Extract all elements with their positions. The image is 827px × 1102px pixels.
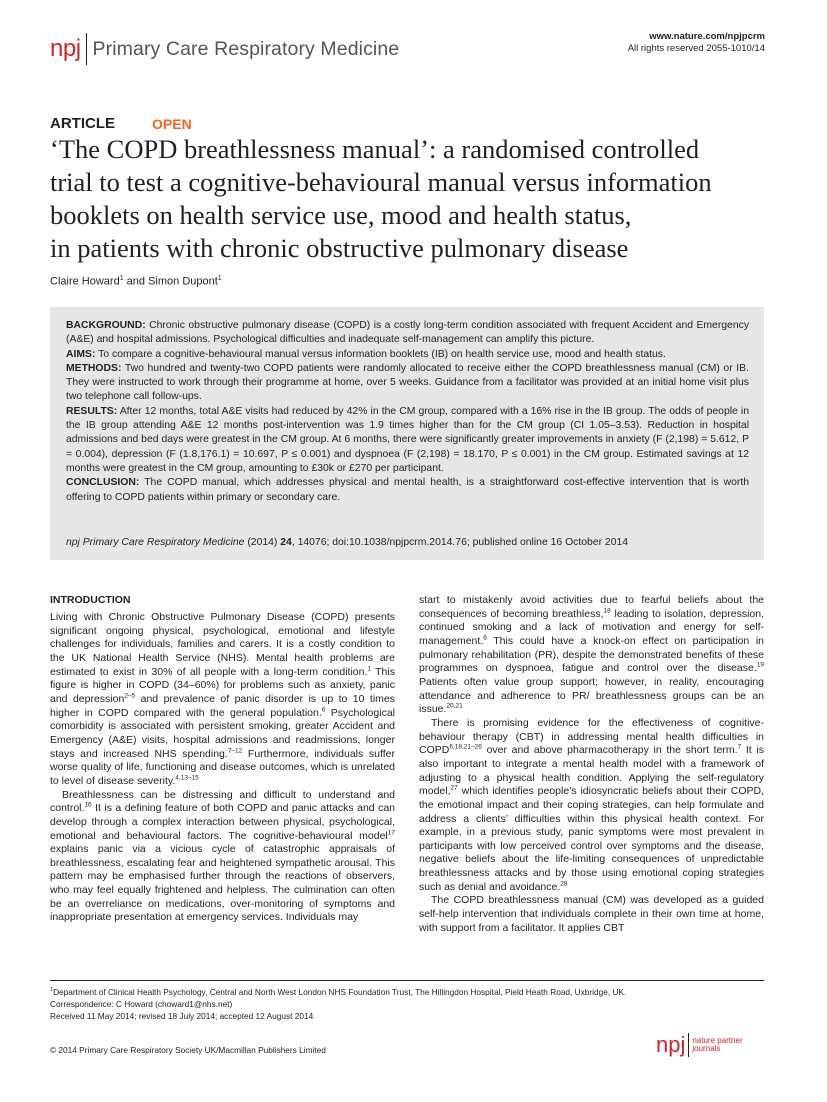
author-affiliation-mark: 1 [119, 275, 124, 282]
author-affiliation-mark: 1 [217, 275, 222, 282]
affiliation-note [50, 984, 764, 998]
author-name: Simon Dupont [148, 275, 218, 288]
footnotes [50, 984, 764, 1022]
logo-caption-line: journals [692, 1044, 721, 1053]
journal-name: Primary Care Respiratory Medicine [92, 37, 400, 60]
reference-mark[interactable]: 6 [483, 634, 487, 642]
author-list [50, 275, 222, 288]
abstract-label: METHODS: [66, 362, 122, 374]
article-type: ARTICLE [50, 115, 115, 132]
article-citation [66, 537, 628, 548]
reference-mark[interactable]: 1 [367, 665, 371, 673]
author-joiner: and [123, 275, 149, 288]
brand-divider [86, 33, 87, 65]
body-paragraph: start to mistakenly avoid activities due to fearful beliefs about the consequences of becoming breathless,$^{18}$ leading to isolation, depression, continued smoking and a lack of motivation and energy for self-management.$^6$ This could have a knock-on effect on participation in pulmonary rehabilitation (PR), despite the demonstrated benefits of these programmes on dyspnoea, fatigue and control over the disease.$^{19}$ Patients often value group support; however, in reality, encouraging attendance and adherence to PR/ breathlessness groups can be an issue.$^{20,21}$ [419, 594, 764, 716]
header-meta [628, 31, 765, 55]
reference-mark[interactable]: 2–5 [124, 692, 136, 700]
citation-doi[interactable]: , 14076; doi:10.1038/npjpcrm.2014.76; published online 16 October 2014 [291, 537, 629, 548]
footnote-rule [50, 980, 764, 981]
logo-divider [688, 1033, 689, 1057]
reference-mark[interactable]: 17 [387, 829, 395, 836]
reference-mark[interactable]: 19 [756, 661, 764, 669]
copyright-notice: © 2014 Primary Care Respiratory Society UK/Macmillan Publishers Limited [50, 1045, 326, 1055]
journal-url[interactable]: www.nature.com/npjpcrm [649, 31, 765, 42]
reference-mark[interactable]: 20,21 [446, 702, 463, 710]
abstract-body: After 12 months, total A&E visits had reduced by 42% in the CM group, compared with a 16% rise in the IB group. The odds of people in the IB group attending A&E 12 months post-intervention was 1.9 times higher than for the CM group (CI 1.05–3.53). Reduction in hospital admissions and bed days were greatest in the CM group. At 6 months, there were significantly greater improvements in anxiety (F (2,198) = 5.612, P = 0.004), depression (F (1.8,176.1) = 10.697, P ≤ 0.001) and dyspnoea (F (2,198) = 18.170, P ≤ 0.001) in the CM group. Estimated savings at 12 months were greatest in the CM group, amounting to £30k or £270 per participant. [66, 405, 749, 474]
abstract-methods [66, 362, 749, 405]
reference-mark[interactable]: 28 [560, 880, 568, 888]
journal-brand [50, 33, 399, 65]
body-column-left [50, 611, 395, 925]
npj-logo: npj [50, 35, 81, 62]
body-paragraph: There is promising evidence for the effectiveness of cognitive-behaviour therapy (CBT) in addressing mental health difficulties in COPD$^{6,18,21-26}$ over and above pharmacotherapy in the short term.$^7$ It is also important to integrate a mental health model with a framework of adjusting to a physical health condition. Applying the self-regulatory model,$^{27}$ which identifies people’s idiosyncratic beliefs about their COPD, the emotional impact and their coping strategies, can help formulate and address a clients’ difficulties within this physical health context. For example, in a previous study, panic symptoms were most prevalent in participants with low perceived control over symptoms and the disease, negative beliefs about the life-limiting consequences of unpredictable breathlessness attacks and by those using emotional coping strategies such as denial and avoidance.$^{28}$ [419, 716, 764, 893]
reference-mark[interactable]: 6 [321, 706, 326, 714]
open-access-badge: OPEN [152, 116, 192, 132]
correspondence-note: Correspondence: C Howard (choward1@nhs.net) [50, 998, 233, 1009]
title-line: trial to test a cognitive-behavioural manual versus information [50, 167, 712, 197]
rights-notice: All rights reserved 2055-1010/14 [627, 43, 765, 54]
body-paragraph: Living with Chronic Obstructive Pulmonary Disease (COPD) presents significant ongoing physical, psychological, emotional and lifestyle challenges for individuals, families and carers. It is a costly condition to the UK National Health Service (NHS). Mental health problems are estimated to exist in 30% of all people with a long-term condition.$^1$ This figure is higher in COPD (34–60%) for problems such as anxiety, panic and depression$^{2-5}$ and prevalence of panic disorder is up to 10 times higher in COPD compared with the general population.$^6$ Psychological comorbidity is associated with persistent smoking, greater Accident and Emergency (A&E) visits, hospital admissions and readmissions, longer stays and increased NHS spending.$^{7-12}$ Furthermore, individuals suffer worse quality of life, functioning and disease outcomes, which is unrelated to level of disease severity.$^{4,13-15}$ [50, 611, 395, 787]
abstract-background [66, 319, 749, 348]
abstract-label: RESULTS: [66, 405, 118, 417]
title-line: in patients with chronic obstructive pulmonary disease [50, 233, 629, 263]
logo-caption-line: nature partner [692, 1035, 743, 1045]
citation-volume: 24 [280, 537, 292, 548]
abstract-label: CONCLUSION: [66, 477, 140, 489]
logo-caption [692, 1037, 742, 1054]
abstract-aims [66, 348, 749, 362]
reference-mark[interactable]: 16 [84, 801, 92, 809]
nature-partner-journals-logo [656, 1033, 743, 1057]
affiliation-text: Department of Clinical Health Psychology, Central and North West London NHS Foundation Trust, The Hillingdon Hospital, Pield Heath Road, Uxbridge, UK. [53, 986, 627, 997]
abstract-body: Chronic obstructive pulmonary disease (COPD) is a costly long-term condition associated with frequent Accident and Emergency (A&E) and hospital admissions. Psychological difficulties and inadequate self-management can amplify this picture. [66, 320, 750, 346]
reference-mark[interactable]: 18 [603, 607, 611, 615]
abstract-body: To compare a cognitive-behavioural manual versus information booklets (IB) on health service use, mood and health status. [98, 348, 666, 360]
title-line: booklets on health service use, mood and health status, [50, 200, 632, 230]
author-name: Claire Howard [50, 275, 120, 288]
reference-mark[interactable]: 6,18,21–26 [449, 743, 482, 751]
reference-mark[interactable]: 27 [450, 784, 458, 792]
body-paragraph: Breathlessness can be distressing and difficult to understand and control.$^{16}$ It is a defining feature of both COPD and panic attacks and can develop through a complex interaction between physical, psychological, emotional and behavioural factors. The cognitive-behavioural model$^{17}$ explains panic via a vicious cycle of catastrophic appraisals of breathlessness, escalating fear and heightened sympathetic arousal. This pattern may be emphasised further through the reactions of observers, who may feel equally frightened and helpless. The culmination can often be an overreliance on medications, over-monitoring of symptoms and inappropriate presentation at emergency services. Individuals may [50, 788, 395, 924]
abstract-body: Two hundred and twenty-two COPD patients were randomly allocated to receive either the COPD breathlessness manual (CM) or IB. They were instructed to work through their programme at home, over 5 weeks. Guidance from a facilitator was provided at an initial home visit plus two telephone call follow-ups. [66, 362, 749, 403]
body-paragraph: The COPD breathlessness manual (CM) was developed as a guided self-help intervention that individuals complete in their own time at home, with support from a facilitator. It applies CBT [419, 894, 764, 934]
reference-mark[interactable]: 7–12 [227, 747, 243, 755]
abstract-label: AIMS: [66, 348, 96, 360]
title-line: ‘The COPD breathlessness manual’: a randomised controlled [50, 134, 700, 164]
reference-mark[interactable]: 7 [737, 743, 742, 751]
dates-note: Received 11 May 2014; revised 18 July 2014; accepted 12 August 2014 [50, 1011, 314, 1022]
abstract-label: BACKGROUND: [66, 320, 146, 331]
abstract-text [66, 319, 749, 505]
article-title [50, 133, 780, 265]
section-heading: INTRODUCTION [50, 594, 131, 606]
abstract-conclusion [66, 476, 749, 505]
body-column-right [419, 594, 764, 935]
reference-mark[interactable]: 4,13–15 [175, 774, 199, 782]
citation-year: (2014) [244, 537, 281, 548]
affiliation-mark: 1 [50, 987, 54, 993]
abstract-body: The COPD manual, which addresses physical and mental health, is a straightforward cost-effective intervention that is worth offering to COPD patients within primary or secondary care. [66, 477, 749, 503]
citation-journal: npj Primary Care Respiratory Medicine [66, 537, 245, 548]
abstract-results [66, 405, 749, 476]
npj-logo-small: npj [656, 1032, 686, 1057]
